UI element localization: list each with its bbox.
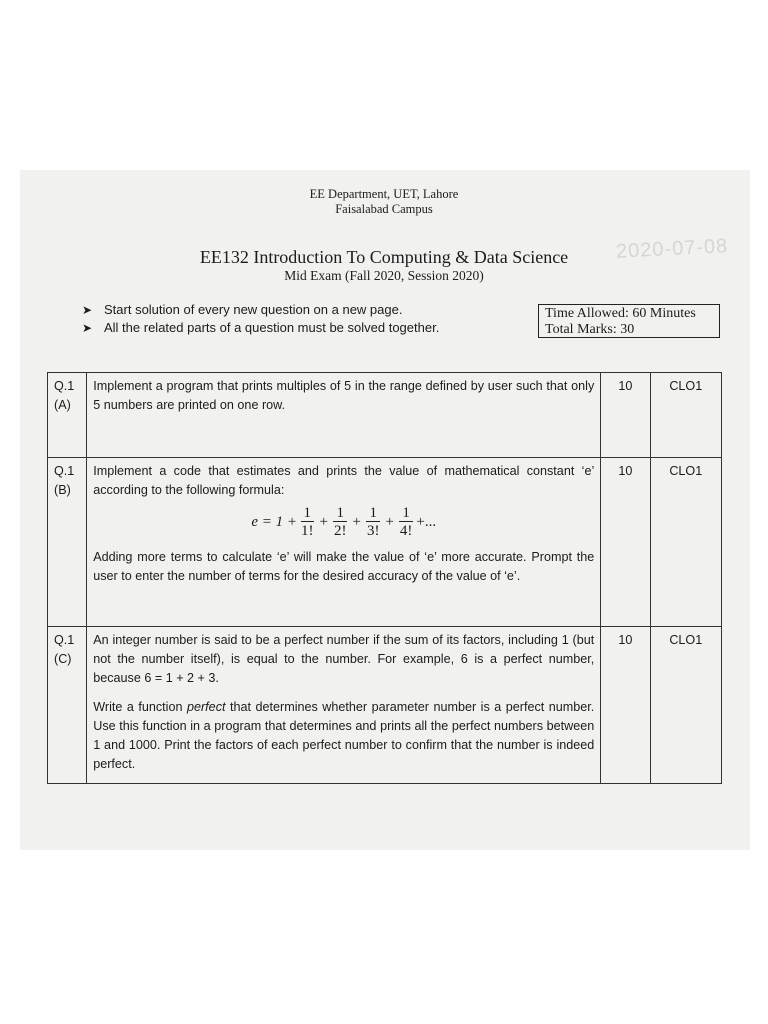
question-row xyxy=(48,458,722,627)
question-marks: 10 xyxy=(601,373,650,458)
question-marks: 10 xyxy=(601,458,650,627)
question-number: Q.1 xyxy=(54,379,75,393)
formula-tail: +... xyxy=(416,513,437,530)
question-clo: CLO1 xyxy=(650,458,721,627)
question-text-cell xyxy=(87,627,601,784)
term-numerator: 1 xyxy=(301,505,315,522)
date-stamp-watermark: 2020-07-08 xyxy=(615,235,729,263)
term-denominator: 4! xyxy=(399,522,413,539)
question-number: Q.1 xyxy=(54,464,75,478)
questions-table xyxy=(47,372,722,784)
term-denominator: 3! xyxy=(366,522,380,539)
question-text: Implement a code that estimates and prints the value of mathematical constant ‘e’ according to the following formula: xyxy=(93,464,595,497)
function-name: perfect xyxy=(186,700,226,714)
time-allowed: Time Allowed: 60 Minutes xyxy=(545,306,696,321)
term-denominator: 2! xyxy=(333,522,347,539)
question-text-continued: Adding more terms to calculate ‘e’ will make the value of ‘e’ more accurate. Prompt the user to enter the number of terms for the desired accuracy of the value of ‘e’. xyxy=(93,550,595,583)
total-marks: Total Marks: 30 xyxy=(545,322,635,337)
arrow-bullet-icon: ➤ xyxy=(82,321,93,335)
question-number: Q.1 xyxy=(54,633,75,647)
exam-info-box xyxy=(538,304,720,338)
department-line: EE Department, UET, Lahore xyxy=(309,187,459,201)
question-text-cell xyxy=(87,458,601,627)
question-clo: CLO1 xyxy=(650,373,721,458)
term-numerator: 1 xyxy=(366,505,380,522)
plus-sign: + xyxy=(319,513,328,530)
instruction-text: Start solution of every new question on a new page. xyxy=(104,302,403,317)
e-series-formula xyxy=(93,502,594,542)
formula-term xyxy=(298,505,317,540)
campus-line: Faisalabad Campus xyxy=(335,202,433,216)
instructions-list xyxy=(82,302,532,338)
exam-session: Mid Exam (Fall 2020, Session 2020) xyxy=(284,268,484,283)
question-number-cell xyxy=(48,373,87,458)
question-number-cell xyxy=(48,627,87,784)
text-segment: Write a function xyxy=(93,700,187,714)
question-clo: CLO1 xyxy=(650,627,721,784)
term-numerator: 1 xyxy=(333,505,347,522)
question-text: An integer number is said to be a perfect number if the sum of its factors, including 1 (but not the number itself), is equal to the number. For example, 6 is a perfect number, because 6 = 1 + 2 + 3. xyxy=(93,633,595,685)
formula-lhs: e = 1 + xyxy=(251,513,297,530)
question-text-continued xyxy=(93,698,594,774)
question-marks: 10 xyxy=(601,627,650,784)
question-part: (A) xyxy=(54,398,71,412)
plus-sign: + xyxy=(352,513,361,530)
instruction-item xyxy=(82,302,532,320)
formula-term xyxy=(331,505,350,540)
question-text-cell xyxy=(87,373,601,458)
instruction-text: All the related parts of a question must be solved together. xyxy=(104,320,440,335)
question-part: (C) xyxy=(54,652,72,666)
term-denominator: 1! xyxy=(301,522,314,539)
question-number-cell xyxy=(48,458,87,627)
formula-term xyxy=(364,505,383,540)
question-part: (B) xyxy=(54,483,71,497)
formula-term xyxy=(397,505,416,540)
question-row xyxy=(48,373,722,458)
plus-sign: + xyxy=(385,513,394,530)
question-row xyxy=(48,627,722,784)
instruction-item xyxy=(82,320,532,338)
question-text: Implement a program that prints multiples of 5 in the range defined by user such that only 5 numbers are printed on one row. xyxy=(93,379,595,412)
text-segment: that determines whether parameter number is a perfect number. Use this function in a program that determines and prints all the perfect numbers between 1 and 1000. Print the factors of each perfect number to confirm that the number is indeed perfect. xyxy=(93,700,595,771)
arrow-bullet-icon: ➤ xyxy=(82,303,93,317)
term-numerator: 1 xyxy=(399,505,413,522)
course-title: EE132 Introduction To Computing & Data Science xyxy=(199,247,569,267)
